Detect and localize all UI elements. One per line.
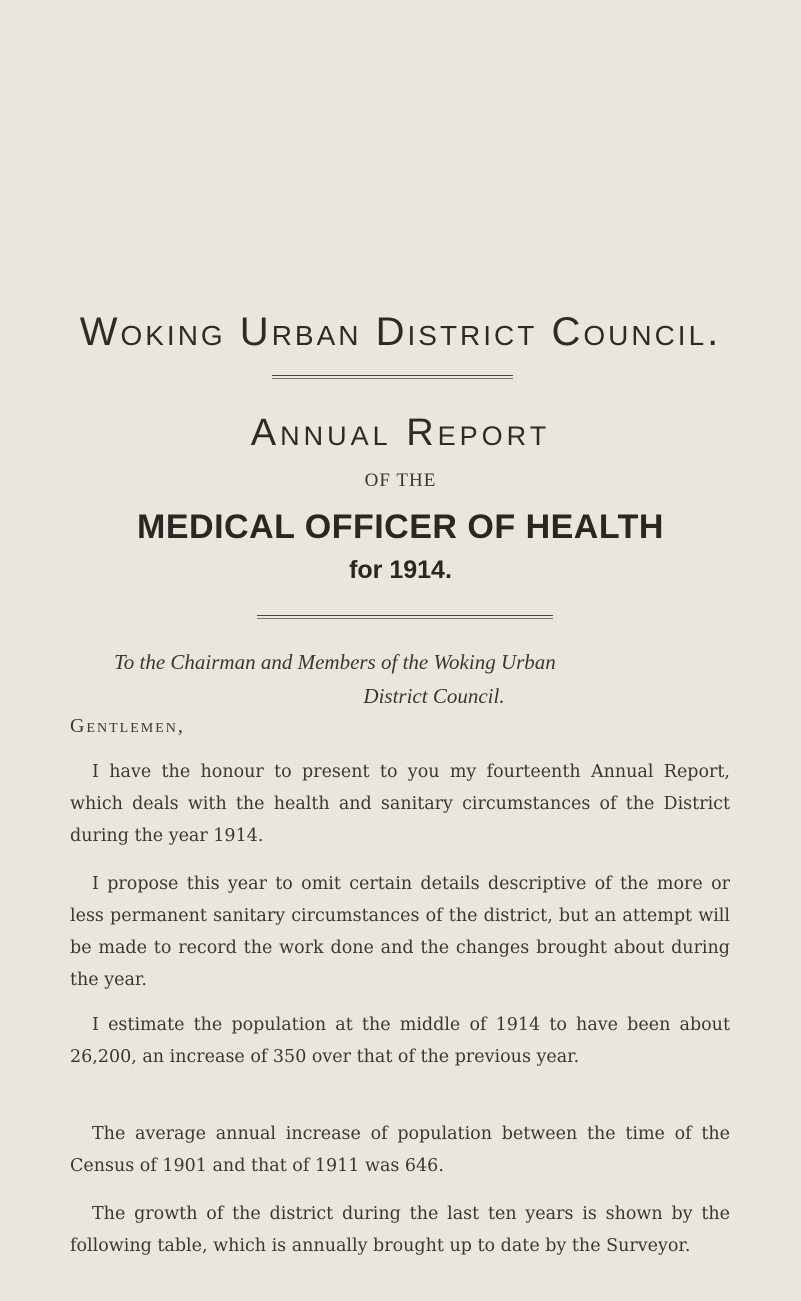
report-title: Annual Report xyxy=(250,412,551,454)
paragraph: The average annual increase of population between the time of the Census of 1901 and that of 1911 was 646. xyxy=(70,1124,730,1176)
paragraph: I have the honour to present to you my fourteenth Annual Report, which deals with the health and sanitary circumstances of the District during the year 1914. xyxy=(70,762,730,846)
paragraph: I estimate the population at the middle of 1914 to have been about 26,200, an increase of 350 over that of the previous year. xyxy=(70,1015,730,1067)
paragraph: The growth of the district during the last ten years is shown by the following table, which is annually brought up to date by the Surveyor. xyxy=(70,1204,730,1256)
address-block xyxy=(114,645,734,713)
address-line-1: To the Chairman and Members of the Woking Urban xyxy=(114,650,556,674)
report-subject: MEDICAL OFFICER OF HEALTH xyxy=(137,508,664,546)
address-line-2: District Council. xyxy=(363,684,505,708)
report-year: for 1914. xyxy=(349,556,452,584)
council-title: Woking Urban District Council. xyxy=(79,310,722,354)
paragraph: I propose this year to omit certain details descriptive of the more or less permanent sanitary circumstances of the district, but an attempt will be made to record the work done and the changes brought about during the year. xyxy=(70,874,730,990)
salutation: Gentlemen, xyxy=(70,715,185,737)
of-the-label: OF THE xyxy=(364,470,437,491)
